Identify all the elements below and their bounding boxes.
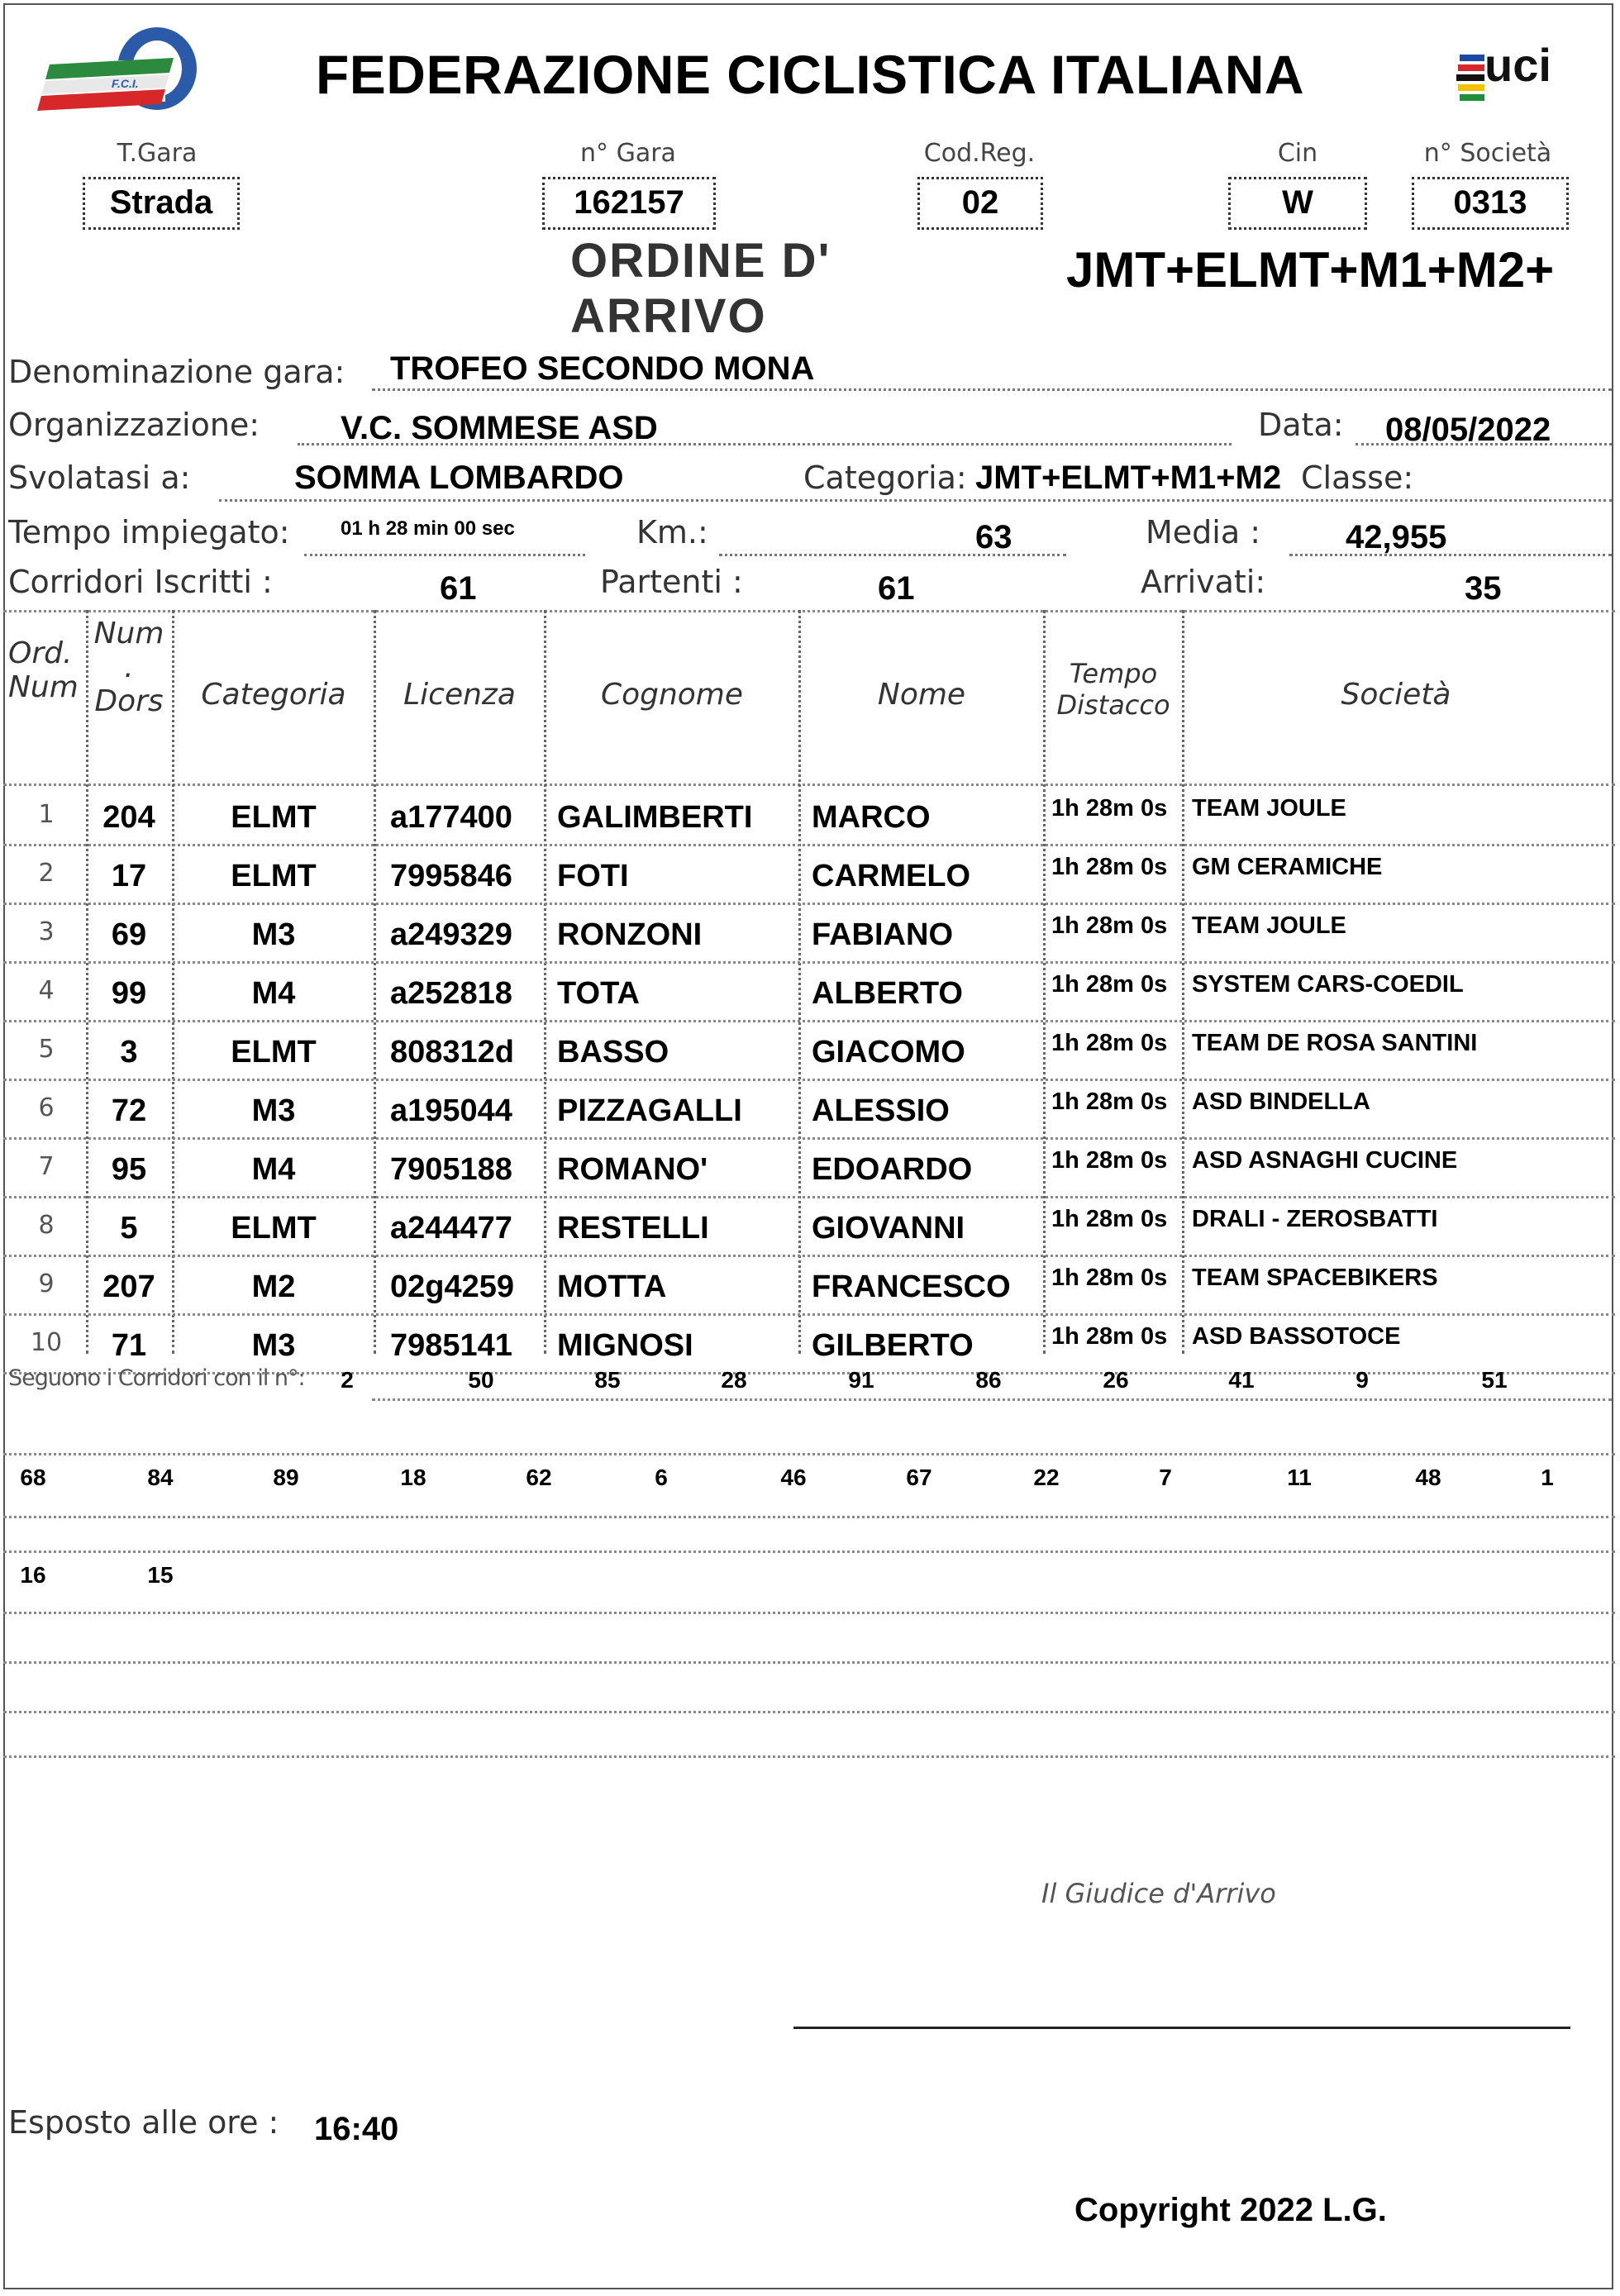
- categoria-value: JMT+ELMT+M1+M2: [975, 460, 1282, 496]
- seguono-line: [3, 1661, 1615, 1664]
- col-divider: [1043, 610, 1046, 1354]
- cell-tempo: 1h 28m 0s: [1051, 1147, 1168, 1174]
- table-header-border: [3, 784, 1615, 786]
- giudice-label: Il Giudice d'Arrivo: [1041, 1878, 1276, 1909]
- row-divider: [3, 1196, 1615, 1198]
- col-divider: [1182, 610, 1184, 1354]
- cell-tempo: 1h 28m 0s: [1051, 1323, 1168, 1350]
- organizzazione-label: Organizzazione:: [8, 407, 260, 443]
- cell-nome: GILBERTO: [812, 1328, 974, 1363]
- n-gara-value: 162157: [542, 177, 716, 230]
- cell-societa: SYSTEM CARS-COEDIL: [1192, 971, 1464, 998]
- svg-text:F.C.I.: F.C.I.: [112, 77, 139, 90]
- svolatasi-value: SOMMA LOMBARDO: [294, 460, 624, 496]
- cod-reg-label: Cod.Reg.: [923, 139, 1036, 168]
- cell-categoria: ELMT: [231, 800, 317, 835]
- arrivati-value: 35: [1465, 570, 1502, 607]
- row-divider: [3, 1137, 1615, 1140]
- row-divider: [3, 903, 1615, 905]
- cell-dors: 204: [102, 800, 155, 835]
- seguono-number: 15: [147, 1562, 174, 1588]
- seguono-line: [3, 1612, 1615, 1614]
- esposto-label: Esposto alle ore :: [8, 2104, 279, 2141]
- data-value: 08/05/2022: [1385, 412, 1551, 448]
- seguono-number: 1: [1541, 1465, 1554, 1490]
- cell-tempo: 1h 28m 0s: [1051, 912, 1168, 939]
- cell-nome: GIOVANNI: [812, 1211, 965, 1246]
- cell-societa: TEAM DE ROSA SANTINI: [1192, 1030, 1478, 1056]
- header-tempo: Tempo Distacco: [1056, 658, 1170, 721]
- n-societa-label: n° Società: [1423, 139, 1552, 168]
- cell-cognome: RESTELLI: [557, 1211, 709, 1246]
- row-divider: [3, 1255, 1615, 1257]
- signature-line: [793, 2027, 1570, 2029]
- cell-categoria: M4: [251, 1152, 296, 1187]
- t-gara-value: Strada: [83, 177, 240, 230]
- seguono-number: 2: [341, 1367, 354, 1393]
- classe-label: Classe:: [1301, 460, 1414, 496]
- cell-tempo: 1h 28m 0s: [1051, 971, 1168, 998]
- svg-text:uci: uci: [1484, 39, 1551, 91]
- seguono-number: 51: [1481, 1367, 1508, 1393]
- cell-societa: TEAM JOULE: [1192, 912, 1346, 939]
- seguono-number: 26: [1103, 1367, 1129, 1393]
- media-line: [1289, 554, 1612, 556]
- organizzazione-value: V.C. SOMMESE ASD: [341, 410, 658, 446]
- row-divider: [3, 844, 1615, 846]
- cell-dors: 17: [111, 859, 147, 893]
- header-cognome: Cognome: [600, 678, 744, 712]
- seguono-number: 86: [975, 1367, 1002, 1393]
- cell-ord: 8: [38, 1211, 55, 1240]
- cell-licenza: a177400: [390, 800, 512, 835]
- cell-cognome: TOTA: [557, 976, 640, 1011]
- cell-societa: ASD BASSOTOCE: [1192, 1323, 1401, 1350]
- seguono-number: 62: [526, 1465, 552, 1490]
- cell-cognome: GALIMBERTI: [557, 800, 753, 835]
- row-divider: [3, 1079, 1615, 1081]
- categories-header: JMT+ELMT+M1+M2+: [1066, 242, 1555, 298]
- denominazione-value: TROFEO SECONDO MONA: [390, 350, 815, 387]
- cell-ord: 10: [30, 1328, 63, 1357]
- cell-tempo: 1h 28m 0s: [1051, 1088, 1168, 1115]
- cell-cognome: MOTTA: [557, 1269, 667, 1304]
- denominazione-line: [372, 388, 1612, 391]
- cell-cognome: BASSO: [557, 1035, 669, 1069]
- seguono-line: [3, 1711, 1615, 1713]
- cell-categoria: ELMT: [231, 1211, 317, 1246]
- cell-tempo: 1h 28m 0s: [1051, 795, 1168, 822]
- cell-nome: EDOARDO: [812, 1152, 973, 1187]
- km-value: 63: [975, 519, 1012, 555]
- cell-societa: TEAM SPACEBIKERS: [1192, 1265, 1438, 1291]
- cell-ord: 6: [38, 1093, 55, 1122]
- cell-categoria: ELMT: [231, 1035, 317, 1069]
- cell-nome: ALBERTO: [812, 976, 963, 1011]
- uci-logo: [1448, 21, 1589, 114]
- cell-tempo: 1h 28m 0s: [1051, 1206, 1168, 1232]
- cin-label: Cin: [1277, 139, 1318, 168]
- seguono-number: 46: [780, 1465, 807, 1490]
- cell-societa: DRALI - ZEROSBATTI: [1192, 1206, 1438, 1232]
- cell-categoria: M3: [251, 917, 296, 952]
- denominazione-label: Denominazione gara:: [8, 354, 345, 390]
- cell-ord: 5: [38, 1035, 55, 1064]
- seguono-number: 68: [20, 1465, 46, 1490]
- n-gara-label: n° Gara: [580, 139, 676, 168]
- cell-dors: 207: [102, 1269, 155, 1304]
- cell-cognome: FOTI: [557, 859, 629, 893]
- seguono-number: 7: [1159, 1465, 1172, 1490]
- cell-ord: 2: [38, 859, 55, 888]
- seguono-line: [3, 1551, 1615, 1553]
- cell-societa: ASD BINDELLA: [1192, 1088, 1370, 1115]
- tempo-value: 01 h 28 min 00 sec: [341, 517, 515, 540]
- cell-societa: GM CERAMICHE: [1192, 854, 1383, 880]
- cell-categoria: M4: [251, 976, 296, 1011]
- col-divider: [798, 610, 801, 1354]
- iscritti-label: Corridori Iscritti :: [8, 564, 273, 600]
- esposto-value: 16:40: [314, 2111, 399, 2147]
- seguono-number: 11: [1287, 1465, 1312, 1490]
- cell-cognome: ROMANO': [557, 1152, 708, 1187]
- cell-licenza: 7905188: [390, 1152, 512, 1187]
- t-gara-label: T.Gara: [117, 139, 198, 168]
- cell-categoria: M3: [251, 1328, 296, 1363]
- cell-dors: 69: [111, 917, 147, 952]
- cell-tempo: 1h 28m 0s: [1051, 1030, 1168, 1056]
- col-divider: [172, 610, 174, 1354]
- seguono-number: 85: [594, 1367, 621, 1393]
- seguono-line: [372, 1398, 1612, 1401]
- cell-dors: 99: [111, 976, 147, 1011]
- cin-value: W: [1228, 177, 1367, 230]
- cell-tempo: 1h 28m 0s: [1051, 854, 1168, 880]
- cell-dors: 3: [120, 1035, 138, 1069]
- data-label: Data:: [1258, 407, 1344, 443]
- km-label: Km.:: [636, 514, 708, 550]
- copyright: Copyright 2022 L.G.: [1074, 2192, 1387, 2228]
- header-nome: Nome: [877, 678, 966, 712]
- cell-ord: 1: [38, 800, 55, 829]
- seguono-number: 9: [1356, 1367, 1369, 1393]
- cell-licenza: a252818: [390, 976, 512, 1011]
- cell-dors: 71: [111, 1328, 147, 1363]
- header-ord: Ord. Num: [8, 636, 79, 704]
- cell-nome: CARMELO: [812, 859, 971, 893]
- col-divider: [544, 610, 546, 1354]
- cell-categoria: ELMT: [231, 859, 317, 893]
- n-societa-value: 0313: [1412, 177, 1569, 230]
- seguono-number: 6: [655, 1465, 668, 1490]
- cell-dors: 5: [120, 1211, 138, 1246]
- cell-nome: GIACOMO: [812, 1035, 965, 1069]
- seguono-number: 22: [1033, 1465, 1060, 1490]
- seguono-number: 28: [721, 1367, 747, 1393]
- cell-dors: 95: [111, 1152, 147, 1187]
- cell-nome: FRANCESCO: [812, 1269, 1011, 1304]
- row-divider: [3, 1313, 1615, 1316]
- km-line: [719, 554, 1066, 556]
- header-dors: Num . Dors: [93, 617, 164, 718]
- media-label: Media :: [1146, 514, 1261, 550]
- cell-licenza: 02g4259: [390, 1269, 515, 1304]
- header-societa: Società: [1341, 678, 1451, 712]
- row-divider: [3, 961, 1615, 964]
- cell-categoria: M3: [251, 1093, 296, 1128]
- cell-nome: ALESSIO: [812, 1093, 950, 1128]
- cell-tempo: 1h 28m 0s: [1051, 1265, 1168, 1291]
- col-divider: [374, 610, 376, 1354]
- seguono-number: 16: [20, 1562, 46, 1588]
- iscritti-value: 61: [440, 570, 477, 607]
- cell-cognome: RONZONI: [557, 917, 703, 952]
- arrivati-label: Arrivati:: [1141, 564, 1266, 600]
- tempo-line: [304, 554, 585, 556]
- header-licenza: Licenza: [403, 678, 516, 712]
- cell-licenza: 7995846: [390, 859, 512, 893]
- seguono-label: Seguono i Corridori con il n°:: [8, 1365, 305, 1391]
- media-value: 42,955: [1346, 519, 1447, 555]
- seguono-number: 41: [1228, 1367, 1255, 1393]
- cell-nome: MARCO: [812, 800, 931, 835]
- seguono-number: 50: [468, 1367, 494, 1393]
- seguono-number: 67: [906, 1465, 932, 1490]
- cell-societa: TEAM JOULE: [1192, 795, 1346, 822]
- svolatasi-label: Svolatasi a:: [8, 460, 191, 496]
- cell-societa: ASD ASNAGHI CUCINE: [1192, 1147, 1458, 1174]
- cell-ord: 7: [38, 1152, 55, 1181]
- ordine-arrivo-title: ORDINE D' ARRIVO: [570, 234, 831, 343]
- tempo-label: Tempo impiegato:: [8, 514, 290, 550]
- cell-cognome: MIGNOSI: [557, 1328, 693, 1363]
- cell-ord: 9: [38, 1269, 55, 1298]
- document-frame: [3, 3, 1613, 2289]
- cell-ord: 4: [38, 976, 55, 1005]
- seguono-number: 91: [848, 1367, 874, 1393]
- seguono-number: 48: [1415, 1465, 1441, 1490]
- cell-cognome: PIZZAGALLI: [557, 1093, 742, 1128]
- partenti-label: Partenti :: [600, 564, 743, 600]
- cell-dors: 72: [111, 1093, 147, 1128]
- cell-licenza: a244477: [390, 1211, 512, 1246]
- row-divider: [3, 1020, 1615, 1022]
- seguono-line: [3, 1516, 1615, 1518]
- cell-ord: 3: [38, 917, 55, 946]
- header-categoria: Categoria: [201, 678, 346, 712]
- cell-licenza: 7985141: [390, 1328, 512, 1363]
- seguono-line: [3, 1453, 1615, 1455]
- seguono-line: [3, 1755, 1615, 1758]
- svolatasi-line: [219, 499, 1612, 502]
- categoria-label: Categoria:: [803, 460, 967, 496]
- cell-licenza: a195044: [390, 1093, 512, 1128]
- seguono-number: 89: [273, 1465, 299, 1490]
- seguono-number: 84: [147, 1465, 174, 1490]
- page-title: FEDERAZIONE CICLISTICA ITALIANA: [315, 44, 1305, 105]
- cell-categoria: M2: [251, 1269, 296, 1304]
- cod-reg-value: 02: [917, 177, 1043, 230]
- table-top-border: [3, 610, 1615, 612]
- cell-licenza: a249329: [390, 917, 512, 952]
- cell-nome: FABIANO: [812, 917, 953, 952]
- col-divider: [86, 610, 88, 1354]
- partenti-value: 61: [878, 570, 915, 607]
- seguono-number: 18: [400, 1465, 426, 1490]
- cell-licenza: 808312d: [390, 1035, 515, 1069]
